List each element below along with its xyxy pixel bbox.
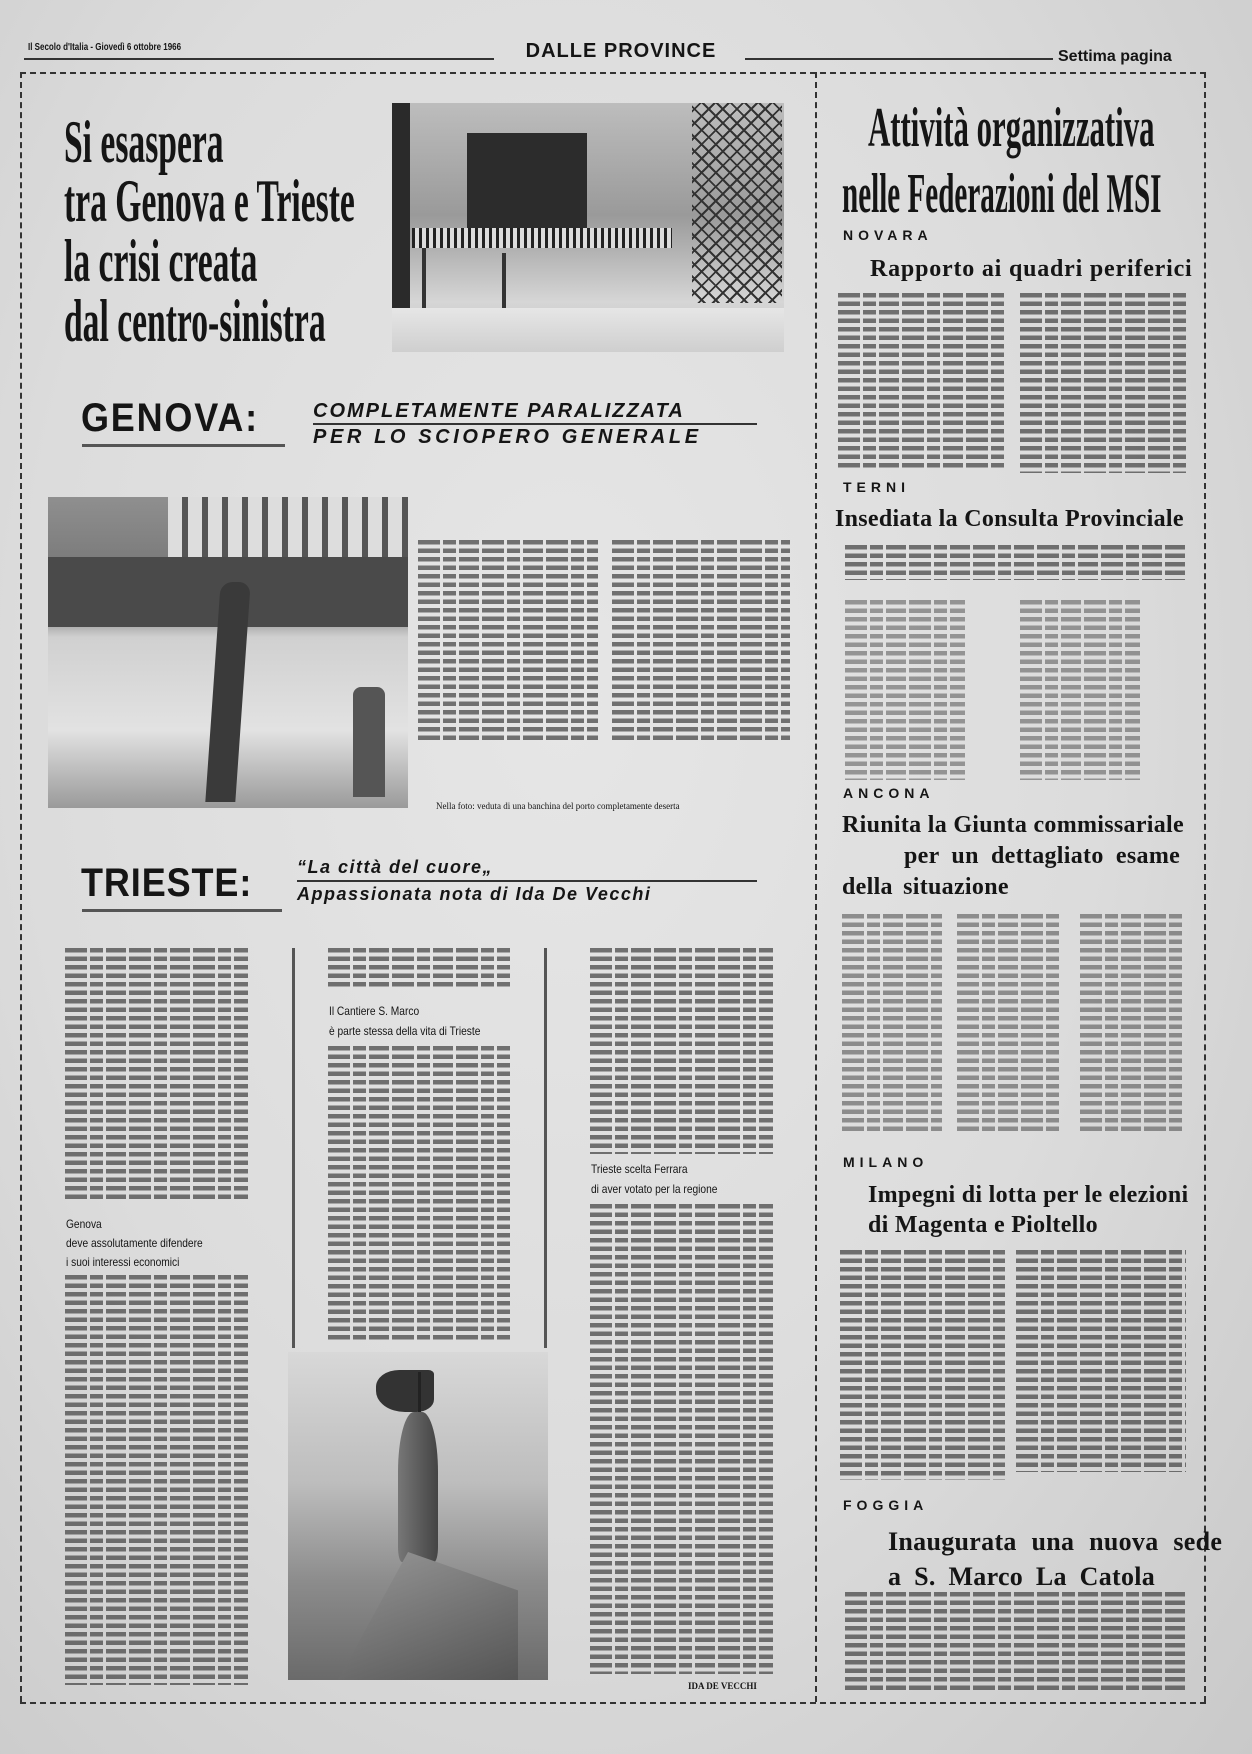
- trieste-label: TRIESTE:: [81, 861, 253, 905]
- terni-list-col1: [845, 600, 965, 780]
- novara-text-col2: [1020, 293, 1188, 473]
- foggia-text: [845, 1592, 1185, 1690]
- trieste-signature: IDA DE VECCHI: [688, 1681, 757, 1691]
- trieste-subhead-rule: [297, 880, 757, 882]
- terni-kicker: TERNI: [843, 479, 910, 495]
- trieste-subhead-1: “La città del cuore„: [297, 857, 494, 877]
- milano-kicker: MILANO: [843, 1154, 929, 1170]
- masthead-date: Il Secolo d'Italia - Giovedì 6 ottobre 1966: [28, 42, 182, 53]
- ancona-headline-1: Riunita la Giunta commissariale: [842, 812, 1184, 838]
- genova-text-col1: [418, 540, 598, 743]
- milano-headline-1: Impegni di lotta per le elezioni: [868, 1182, 1189, 1208]
- col2-rule-left: [292, 948, 295, 1348]
- column-divider: [815, 72, 817, 1702]
- trieste-subhead-2: Appassionata nota di Ida De Vecchi: [297, 884, 652, 904]
- genova-label-underline: [82, 444, 285, 447]
- genova-photo-caption: Nella foto: veduta di una banchina del porto completamente deserta: [436, 801, 680, 811]
- trieste-text-col1b: [65, 1275, 248, 1685]
- frame-left: [20, 72, 22, 1702]
- trieste-subhead-ferrara-1: Trieste scelta Ferrara: [591, 1162, 688, 1176]
- foggia-headline-1: Inaugurata una nuova sede: [888, 1527, 1223, 1556]
- ancona-text-col1: [842, 914, 942, 1134]
- trieste-text-col1a: [65, 948, 248, 1203]
- genova-label: GENOVA:: [81, 396, 259, 440]
- right-title: Attività organizzativa nelle Federazioni del MSI: [842, 97, 1162, 225]
- terni-intro-text: [845, 545, 1185, 580]
- trieste-subhead-cantiere-1: Il Cantiere S. Marco: [329, 1004, 420, 1018]
- section-title: DALLE PROVINCE: [525, 40, 717, 62]
- frame-right: [1204, 72, 1206, 1702]
- trieste-text-col2b: [328, 1046, 510, 1342]
- trieste-text-col3a: [590, 948, 773, 1154]
- frame-top: [20, 72, 1206, 74]
- header-rule-right: [745, 58, 1053, 60]
- trieste-subhead-genova-2: deve assolutamente difendere: [66, 1236, 203, 1250]
- terni-list-col2: [1020, 600, 1140, 780]
- ancona-kicker: ANCONA: [843, 785, 935, 801]
- ancona-headline-3: della situazione: [842, 874, 1009, 900]
- terni-headline: Insediata la Consulta Provinciale: [835, 506, 1184, 532]
- genova-subhead-2: PER LO SCIOPERO GENERALE: [313, 426, 702, 448]
- milano-text-col1: [840, 1250, 1005, 1480]
- novara-text-col1: [838, 293, 1005, 470]
- milano-headline-2: di Magenta e Pioltello: [868, 1212, 1098, 1238]
- shipyard-photo: [392, 103, 784, 352]
- trieste-text-col3b: [590, 1204, 773, 1674]
- lead-headline: Si esaspera tra Genova e Trieste la crisi creata dal centro-sinistra: [64, 109, 355, 354]
- ancona-text-col3: [1080, 914, 1185, 1134]
- novara-kicker: NOVARA: [843, 227, 933, 243]
- genova-text-col2: [612, 540, 790, 743]
- novara-headline: Rapporto ai quadri periferici: [870, 256, 1193, 282]
- flag-photo: [288, 1352, 548, 1680]
- trieste-text-col2a: [328, 948, 510, 990]
- trieste-subhead-genova-3: i suoi interessi economici: [66, 1255, 180, 1269]
- milano-text-col2: [1016, 1250, 1186, 1472]
- trieste-subhead-ferrara-2: di aver votato per la regione: [591, 1182, 718, 1196]
- trieste-subhead-genova-1: Genova: [66, 1217, 102, 1231]
- header-rule-left: [24, 58, 494, 60]
- genova-subhead-1: COMPLETAMENTE PARALIZZATA: [313, 400, 685, 422]
- foggia-headline-2: a S. Marco La Catola: [888, 1562, 1156, 1591]
- dock-photo: [48, 497, 408, 808]
- page-number: Settima pagina: [1058, 48, 1172, 65]
- genova-subhead-rule: [313, 423, 757, 425]
- trieste-subhead-cantiere-2: è parte stessa della vita di Trieste: [329, 1024, 481, 1038]
- ancona-headline-2: per un dettagliato esame: [904, 843, 1181, 869]
- trieste-label-underline: [82, 909, 282, 912]
- frame-bottom: [20, 1702, 1206, 1704]
- foggia-kicker: FOGGIA: [843, 1497, 929, 1513]
- ancona-text-col2: [957, 914, 1062, 1134]
- col2-rule-right: [544, 948, 547, 1348]
